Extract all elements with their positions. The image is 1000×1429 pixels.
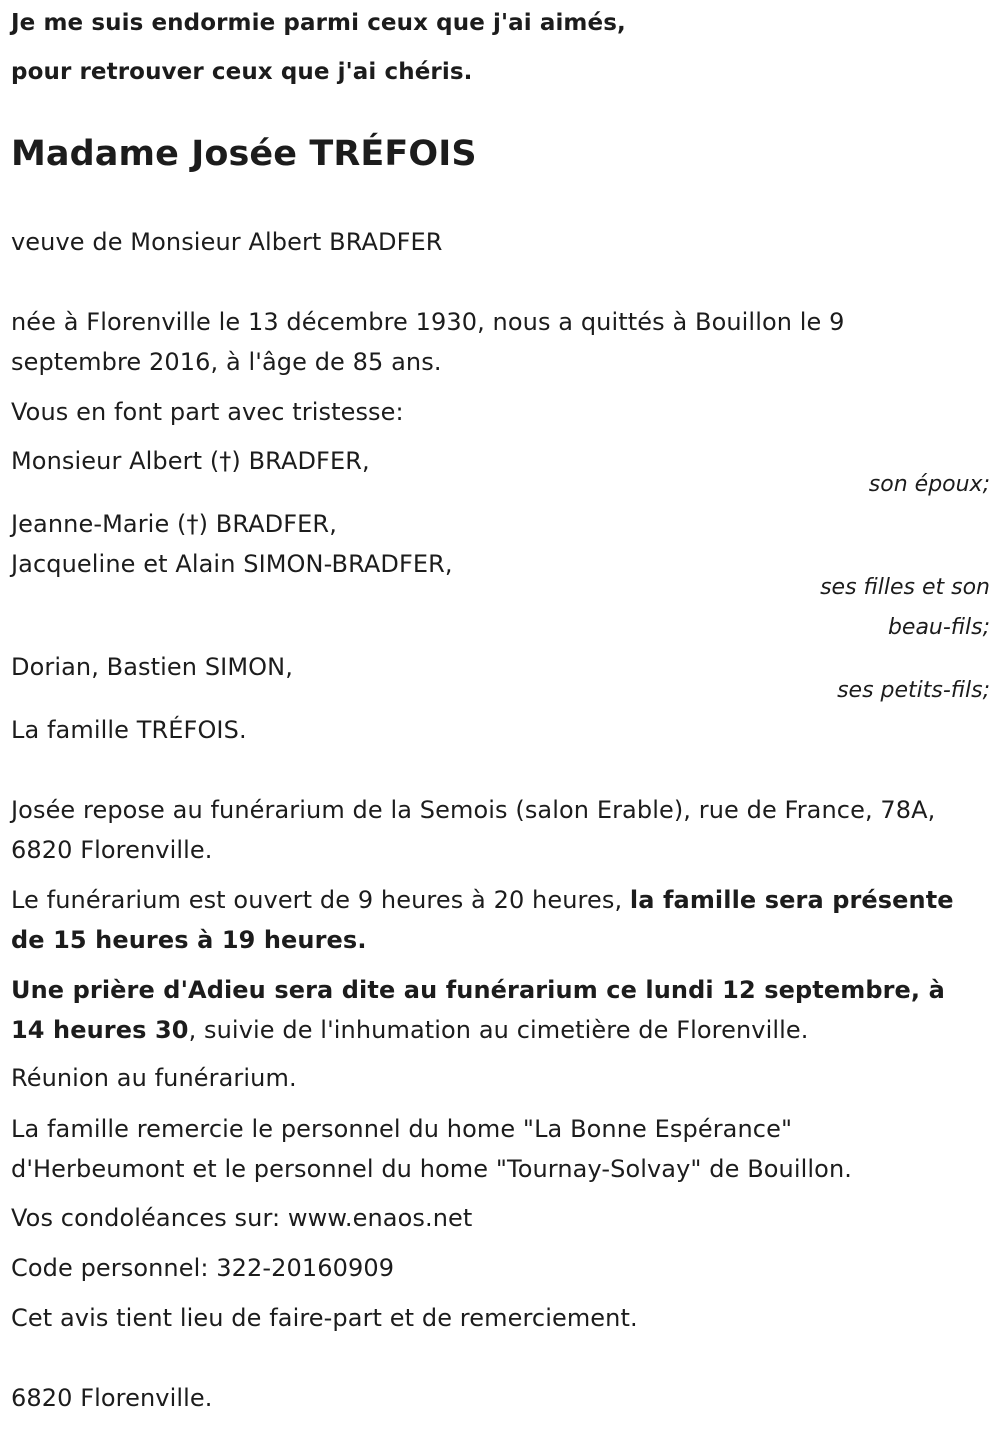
daughter-2: Jacqueline et Alain SIMON-BRADFER, [11,550,453,578]
deceased-name: Madame Josée TRÉFOIS [11,134,477,174]
opening-hours [11,880,971,960]
widow-of: veuve de Monsieur Albert BRADFER [11,228,443,256]
prayer-burial: , suivie de l'inhumation au cimetière de Florenville. [188,1016,809,1044]
spouse-name: Monsieur Albert (†) BRADFER, [11,447,370,475]
prayer-time: Une prière d'Adieu sera dite au funérarium ce lundi 12 septembre, à 14 heures 30 [11,976,945,1044]
personal-code: Code personnel: 322-20160909 [11,1254,395,1282]
repose-info: Josée repose au funérarium de la Semois (salon Erable), rue de France, 78A, 6820 Florenville. [11,796,936,864]
thanks-info: La famille remercie le personnel du home "La Bonne Espérance" d'Herbeumont et le personnel du home "Tournay-Solvay" de Bouillon. [11,1115,852,1183]
family-name: La famille TRÉFOIS. [11,716,247,744]
daughter-1: Jeanne-Marie (†) BRADFER, [11,510,337,538]
opening-hours-text: Le funérarium est ouvert de 9 heures à 20 heures, [11,886,630,914]
grandsons: Dorian, Bastien SIMON, [11,653,293,681]
notice-info: Cet avis tient lieu de faire-part et de remerciement. [11,1304,638,1332]
meeting-info: Réunion au funérarium. [11,1064,297,1092]
condolences-info: Vos condoléances sur: www.enaos.net [11,1204,473,1232]
spouse-relation: son époux; [868,472,990,497]
daughters-relation-1: ses filles et son [820,575,990,600]
address: 6820 Florenville. [11,1384,213,1412]
daughters-relation-2: beau-fils; [887,615,990,640]
grandsons-relation: ses petits-fils; [837,678,990,703]
epigraph-line-1: Je me suis endormie parmi ceux que j'ai aimés, [11,10,626,36]
birth-death: née à Florenville le 13 décembre 1930, nous a quittés à Bouillon le 9 septembre 2016, à l'âge de 85 ans. [11,308,845,376]
epigraph-line-2: pour retrouver ceux que j'ai chéris. [11,59,473,85]
announce-intro: Vous en font part avec tristesse: [11,398,404,426]
opening-hours-family: la famille sera présente de 15 heures à 19 heures. [11,886,954,954]
prayer-info [11,970,971,1050]
